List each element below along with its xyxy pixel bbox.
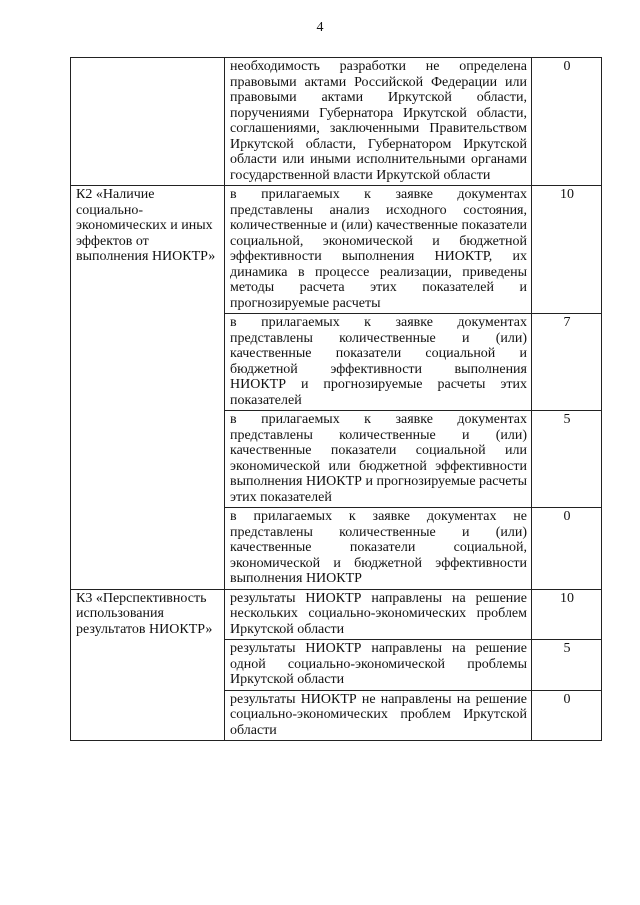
score-cell: 7 (532, 314, 602, 411)
score-cell: 5 (532, 640, 602, 691)
score-cell: 0 (532, 690, 602, 741)
score-cell: 10 (532, 186, 602, 314)
criterion-cell: К3 «Перспективность использования результатов НИОКТР» (71, 589, 225, 741)
description-cell: результаты НИОКТР не направлены на решение социально-экономических проблем Иркутской области (225, 690, 532, 741)
score-cell: 10 (532, 589, 602, 640)
description-cell: необходимость разработки не определена правовыми актами Российской Федерации или правовыми актами Иркутской области, поручениями Губернатора Иркутской области, соглашениями, заключенными Правительством Иркутской области, Губернатором Иркутской области или иными исполнительными органами государственной власти Иркутской области (225, 58, 532, 186)
description-cell: результаты НИОКТР направлены на решение нескольких социально-экономических проблем Иркутской области (225, 589, 532, 640)
description-cell: в прилагаемых к заявке документах представлены количественные и (или) качественные показатели социальной или экономической или бюджетной эффективности выполнения НИОКТР и прогнозируемые расчеты этих показателей (225, 411, 532, 508)
description-cell: в прилагаемых к заявке документах представлены количественные и (или) качественные показатели социальной и бюджетной эффективности выполнения НИОКТР и прогнозируемые расчеты этих показателей (225, 314, 532, 411)
description-cell: результаты НИОКТР направлены на решение одной социально-экономической проблемы Иркутской области (225, 640, 532, 691)
score-cell: 0 (532, 58, 602, 186)
page-number: 4 (316, 20, 324, 35)
score-cell: 5 (532, 411, 602, 508)
table-row (71, 186, 602, 314)
table-row (71, 589, 602, 640)
table-row (71, 58, 602, 186)
description-cell: в прилагаемых к заявке документах не представлены количественные и (или) качественные показатели социальной, экономической и бюджетной эффективности выполнения НИОКТР (225, 508, 532, 590)
description-cell: в прилагаемых к заявке документах представлены анализ исходного состояния, количественные и (или) качественные показатели социальной, экономической и бюджетной эффективности выполнения НИОКТР, их динамика в процессе реализации, приведены методы расчета этих показателей и прогнозируемые расчеты (225, 186, 532, 314)
score-cell: 0 (532, 508, 602, 590)
criterion-cell: К2 «Наличие социально-экономических и иных эффектов от выполнения НИОКТР» (71, 186, 225, 590)
criteria-table (70, 57, 602, 741)
criterion-cell (71, 58, 225, 186)
